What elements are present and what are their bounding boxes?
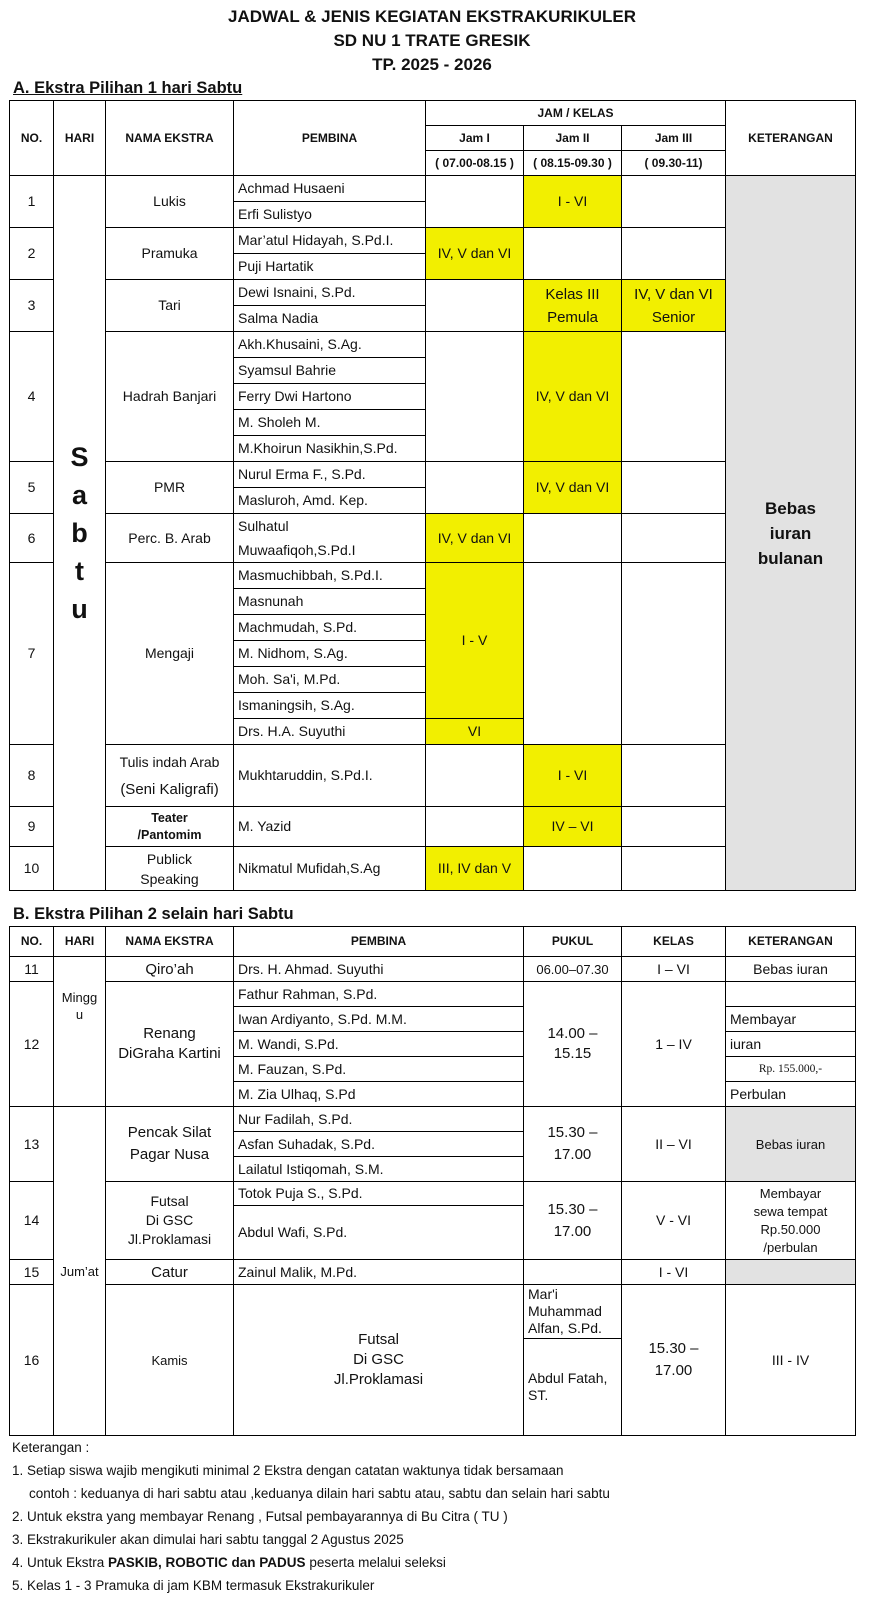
- nama-ekstra: Lukis: [106, 176, 234, 228]
- keterangan-cell: [726, 982, 856, 1007]
- pembina-name: Syamsul Bahrie: [234, 358, 426, 384]
- pembina-name: Ismaningsih, S.Ag.: [234, 693, 426, 719]
- keterangan-cell: Membayar: [726, 1007, 856, 1032]
- header-jam-1: Jam I: [426, 126, 524, 151]
- hari-sabtu: S a b t u: [54, 176, 106, 891]
- pembina-name: Sulhatul Muwaafiqoh,S.Pd.I: [234, 514, 426, 563]
- jam1-cell: [426, 807, 524, 847]
- pembina-name: Zainul Malik, M.Pd.: [234, 1260, 524, 1285]
- pembina-name: Achmad Husaeni: [234, 176, 426, 202]
- header-time-1: ( 07.00-08.15 ): [426, 151, 524, 176]
- jam3-cell: [622, 176, 726, 228]
- kelas-cell: V - VI: [622, 1182, 726, 1260]
- kelas-cell: I - VI: [622, 1260, 726, 1285]
- row-no: 10: [10, 847, 54, 891]
- keterangan-cell: [726, 1260, 856, 1285]
- notes-heading: Keterangan :: [12, 1440, 90, 1455]
- kelas-cell: III - IV: [726, 1285, 856, 1436]
- section-b-heading: B. Ekstra Pilihan 2 selain hari Sabtu: [13, 905, 294, 923]
- header-pembina: PEMBINA: [234, 927, 524, 957]
- jam2-cell: I - VI: [524, 745, 622, 807]
- jam3-cell: [622, 514, 726, 563]
- jam3-cell: IV, V dan VI Senior: [622, 280, 726, 332]
- title-line-3: TP. 2025 - 2026: [372, 55, 492, 74]
- jam3-cell: [622, 462, 726, 514]
- pukul-cell: 15.30 – 17.00: [524, 1107, 622, 1182]
- note-5: 5. Kelas 1 - 3 Pramuka di jam KBM termasuk Ekstrakurikuler: [12, 1578, 375, 1593]
- note-2: 2. Untuk ekstra yang membayar Renang , Futsal pembayarannya di Bu Citra ( TU ): [12, 1509, 508, 1524]
- row-no: 9: [10, 807, 54, 847]
- pembina-name: Abdul Wafi, S.Pd.: [234, 1206, 524, 1260]
- jam2-cell: IV, V dan VI: [524, 332, 622, 462]
- jam1-cell: III, IV dan V: [426, 847, 524, 891]
- keterangan-cell: Membayar sewa tempat Rp.50.000 /perbulan: [726, 1182, 856, 1260]
- pukul-cell: 14.00 – 15.15: [524, 982, 622, 1107]
- title-line-1: JADWAL & JENIS KEGIATAN EKSTRAKURIKULER: [227, 7, 637, 26]
- notes: [9, 1436, 855, 1597]
- nama-ekstra: Tulis indah Arab (Seni Kaligrafi): [106, 745, 234, 807]
- jam3-cell: [622, 332, 726, 462]
- pukul-cell: 15.30 – 17.00: [524, 1182, 622, 1260]
- pembina-name: Puji Hartatik: [234, 254, 426, 280]
- hari-jumat: Jum’at: [54, 1107, 106, 1436]
- jam1-cell: I - V: [426, 563, 524, 719]
- pembina-name: M. Yazid: [234, 807, 426, 847]
- row-no: 12: [10, 982, 54, 1107]
- nama-ekstra: Renang DiGraha Kartini: [106, 982, 234, 1107]
- nama-ekstra: Catur: [106, 1260, 234, 1285]
- header-pukul: PUKUL: [524, 927, 622, 957]
- pembina-name: Lailatul Istiqomah, S.M.: [234, 1157, 524, 1182]
- nama-ekstra: Pencak Silat Pagar Nusa: [106, 1107, 234, 1182]
- nama-ekstra: Mengaji: [106, 563, 234, 745]
- pembina-name: Moh. Sa'i, M.Pd.: [234, 667, 426, 693]
- row-no: 15: [10, 1260, 54, 1285]
- header-time-2: ( 08.15-09.30 ): [524, 151, 622, 176]
- nama-ekstra: Teater /Pantomim: [106, 807, 234, 847]
- document: [9, 5, 855, 1597]
- jam3-cell: [622, 745, 726, 807]
- jam1-cell: [426, 280, 524, 332]
- pembina-name: Nur Fadilah, S.Pd.: [234, 1107, 524, 1132]
- row-no: 5: [10, 462, 54, 514]
- note-3: 3. Ekstrakurikuler akan dimulai hari sabtu tanggal 2 Agustus 2025: [12, 1532, 404, 1547]
- pembina-name: M. Sholeh M.: [234, 410, 426, 436]
- keterangan-cell: Perbulan: [726, 1082, 856, 1107]
- pembina-name: Drs. H.A. Suyuthi: [234, 719, 426, 745]
- keterangan-cell: Bebas iuran: [726, 1107, 856, 1182]
- keterangan-cell: Rp. 155.000,-: [726, 1057, 856, 1082]
- jam1-cell: IV, V dan VI: [426, 514, 524, 563]
- nama-ekstra: Pramuka: [106, 228, 234, 280]
- pembina-name: Fathur Rahman, S.Pd.: [234, 982, 524, 1007]
- pembina-name: Ferry Dwi Hartono: [234, 384, 426, 410]
- header-no: NO.: [10, 101, 54, 176]
- jam2-cell: IV – VI: [524, 807, 622, 847]
- header-hari: HARI: [54, 927, 106, 957]
- jam2-cell: [524, 847, 622, 891]
- jam3-cell: [622, 563, 726, 745]
- title-line-2: SD NU 1 TRATE GRESIK: [333, 31, 531, 50]
- nama-ekstra: PMR: [106, 462, 234, 514]
- pembina-name: M. Nidhom, S.Ag.: [234, 641, 426, 667]
- jam2-cell: I - VI: [524, 176, 622, 228]
- jam2-cell: Kelas III Pemula: [524, 280, 622, 332]
- jam3-cell: [622, 847, 726, 891]
- jam3-cell: [622, 807, 726, 847]
- pembina-name: Masluroh, Amd. Kep.: [234, 488, 426, 514]
- pembina-name: Asfan Suhadak, S.Pd.: [234, 1132, 524, 1157]
- row-no: 14: [10, 1182, 54, 1260]
- nama-ekstra: Futsal Di GSC Jl.Proklamasi: [106, 1182, 234, 1260]
- pembina-name: M. Wandi, S.Pd.: [234, 1032, 524, 1057]
- row-no: 16: [10, 1285, 54, 1436]
- jam2-cell: [524, 228, 622, 280]
- pembina-name: Dewi Isnaini, S.Pd.: [234, 280, 426, 306]
- row-no: 4: [10, 332, 54, 462]
- keterangan-cell: Bebas iuran: [726, 957, 856, 982]
- pembina-name: M. Fauzan, S.Pd.: [234, 1057, 524, 1082]
- pembina-name: Erfi Sulistyo: [234, 202, 426, 228]
- kelas-cell: I – VI: [622, 957, 726, 982]
- pukul-cell: 15.30 – 17.00: [622, 1285, 726, 1436]
- pembina-name: Nurul Erma F., S.Pd.: [234, 462, 426, 488]
- hari-minggu: Mingg u: [54, 957, 106, 1107]
- nama-ekstra: Perc. B. Arab: [106, 514, 234, 563]
- pembina-name: Drs. H. Ahmad. Suyuthi: [234, 957, 524, 982]
- header-no: NO.: [10, 927, 54, 957]
- nama-ekstra: Publick Speaking: [106, 847, 234, 891]
- keterangan-bebas-iuran: Bebas iuran bulanan: [726, 176, 856, 891]
- jam2-cell: IV, V dan VI: [524, 462, 622, 514]
- header-keterangan: KETERANGAN: [726, 927, 856, 957]
- note-1: 1. Setiap siswa wajib mengikuti minimal 2 Ekstra dengan catatan waktunya tidak bersamaan: [12, 1463, 564, 1478]
- pembina-name: Iwan Ardiyanto, S.Pd. M.M.: [234, 1007, 524, 1032]
- hari-kamis: Kamis: [106, 1285, 234, 1436]
- pukul-cell: [524, 1260, 622, 1285]
- nama-ekstra: Hadrah Banjari: [106, 332, 234, 462]
- nama-ekstra: Futsal Di GSC Jl.Proklamasi: [234, 1285, 524, 1436]
- pembina-name: Mar'i Muhammad Alfan, S.Pd.: [524, 1285, 622, 1339]
- pembina-name: Machmudah, S.Pd.: [234, 615, 426, 641]
- row-no: 13: [10, 1107, 54, 1182]
- pembina-name: M. Zia Ulhaq, S.Pd: [234, 1082, 524, 1107]
- header-jam-kelas: JAM / KELAS: [426, 101, 726, 126]
- jam1-cell: [426, 745, 524, 807]
- pembina-name: Totok Puja S., S.Pd.: [234, 1182, 524, 1206]
- jam1-cell: IV, V dan VI: [426, 228, 524, 280]
- header-jam-2: Jam II: [524, 126, 622, 151]
- pembina-name: Mukhtaruddin, S.Pd.I.: [234, 745, 426, 807]
- pembina-name: Nikmatul Mufidah,S.Ag: [234, 847, 426, 891]
- kelas-cell: 1 – IV: [622, 982, 726, 1107]
- row-no: 7: [10, 563, 54, 745]
- row-no: 3: [10, 280, 54, 332]
- row-no: 8: [10, 745, 54, 807]
- nama-ekstra: Tari: [106, 280, 234, 332]
- row-no: 11: [10, 957, 54, 982]
- row-no: 2: [10, 228, 54, 280]
- jam1-cell: [426, 462, 524, 514]
- pembina-name: Salma Nadia: [234, 306, 426, 332]
- note-1-example: contoh : keduanya di hari sabtu atau ,keduanya dilain hari sabtu atau, sabtu dan selain hari sabtu: [29, 1486, 610, 1501]
- jam1-cell-last: VI: [426, 719, 524, 745]
- header-hari: HARI: [54, 101, 106, 176]
- section-b-table: [9, 926, 856, 1436]
- header-nama-ekstra: NAMA EKSTRA: [106, 927, 234, 957]
- header-pembina: PEMBINA: [234, 101, 426, 176]
- header-time-3: ( 09.30-11): [622, 151, 726, 176]
- header-kelas: KELAS: [622, 927, 726, 957]
- kelas-cell: II – VI: [622, 1107, 726, 1182]
- section-a-table: [9, 100, 856, 891]
- pembina-name: M.Khoirun Nasikhin,S.Pd.: [234, 436, 426, 462]
- jam1-cell: [426, 332, 524, 462]
- row-no: 1: [10, 176, 54, 228]
- section-a-heading: A. Ekstra Pilihan 1 hari Sabtu: [13, 79, 243, 97]
- pembina-name: Mar’atul Hidayah, S.Pd.I.: [234, 228, 426, 254]
- note-4: 4. Untuk Ekstra PASKIB, ROBOTIC dan PADUS peserta melalui seleksi: [12, 1555, 446, 1570]
- pembina-name: Masnunah: [234, 589, 426, 615]
- pukul-cell: 06.00–07.30: [524, 957, 622, 982]
- pembina-name: Abdul Fatah, ST.: [524, 1338, 622, 1435]
- header-nama-ekstra: NAMA EKSTRA: [106, 101, 234, 176]
- header-keterangan: KETERANGAN: [726, 101, 856, 176]
- jam2-cell: [524, 514, 622, 563]
- row-no: 6: [10, 514, 54, 563]
- header-jam-3: Jam III: [622, 126, 726, 151]
- pembina-name: Akh.Khusaini, S.Ag.: [234, 332, 426, 358]
- pembina-name: Masmuchibbah, S.Pd.I.: [234, 563, 426, 589]
- nama-ekstra: Qiro’ah: [106, 957, 234, 982]
- jam2-cell: [524, 563, 622, 745]
- jam3-cell: [622, 228, 726, 280]
- keterangan-cell: iuran: [726, 1032, 856, 1057]
- jam1-cell: [426, 176, 524, 228]
